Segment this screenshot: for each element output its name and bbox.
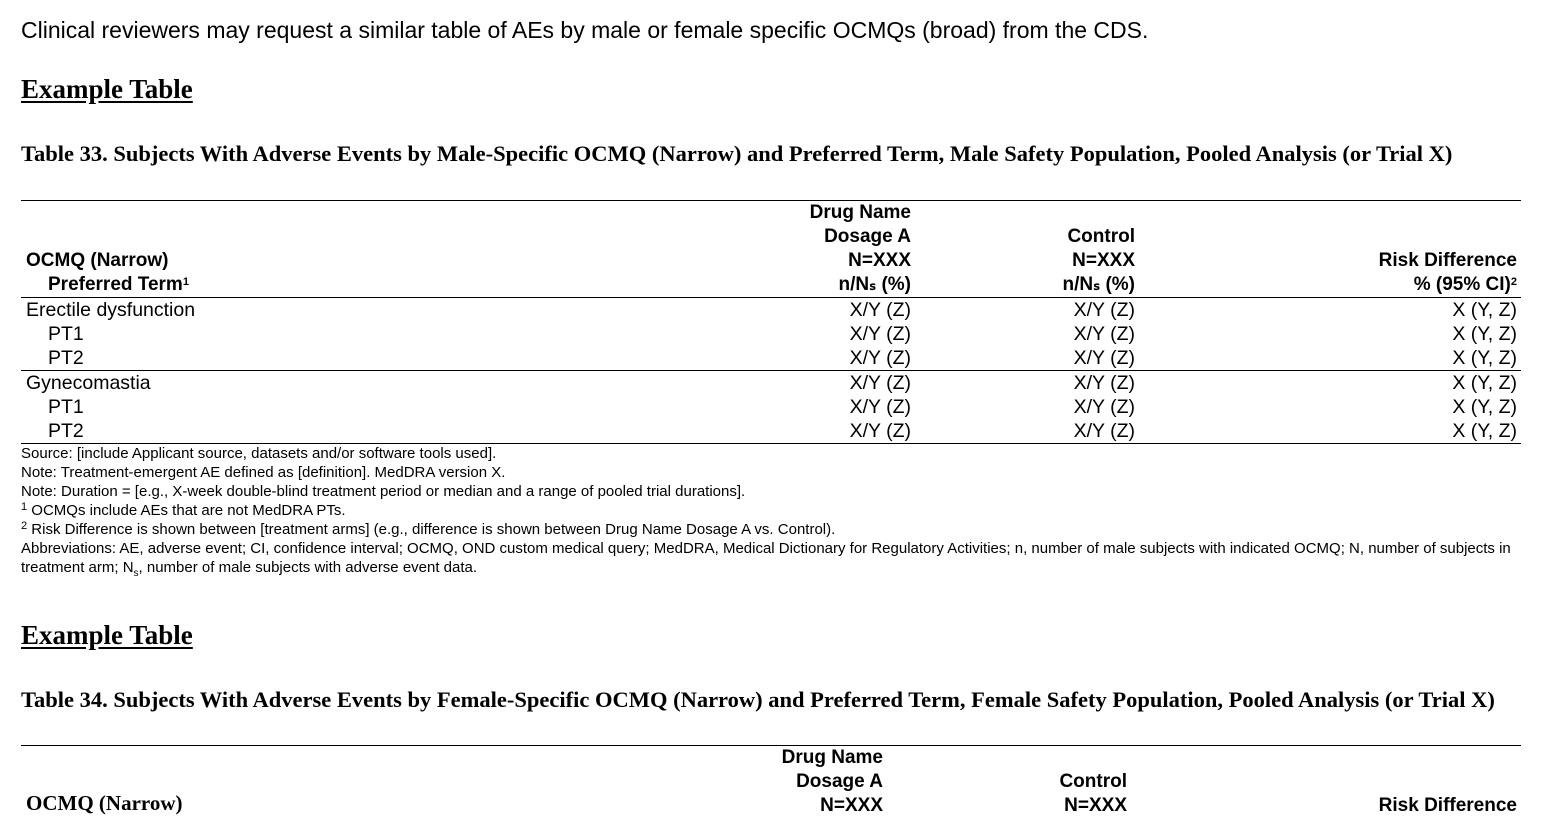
section-heading: Example Table [21, 74, 193, 104]
header-drug-n: N=XXX [820, 795, 883, 816]
footnote-marker: 1 [21, 501, 28, 513]
header-drug-pct: n/Nₛ (%) [838, 274, 911, 295]
header-drug-dosage: Dosage A [796, 771, 883, 792]
intro-paragraph: Clinical reviewers may request a similar table of AEs by male or female specific OCMQs (broad) from the CDS. [21, 17, 1149, 43]
pt-cell: PT2 [48, 347, 84, 369]
header-ocmq-label: OCMQ (Narrow) [26, 250, 169, 271]
header-drug [782, 746, 883, 818]
pt-cell: PT1 [48, 323, 84, 345]
abbreviations-note [21, 539, 1521, 583]
abbreviations-text: , number of male subjects with adverse event data. [138, 559, 478, 576]
footnote-marker: 2 [21, 520, 28, 532]
control-cell: X/Y (Z) [1073, 420, 1135, 442]
header-control-name: Control [1059, 771, 1127, 792]
section-heading: Example Table [21, 620, 193, 650]
table-row [21, 346, 1521, 370]
ae-table-female [21, 745, 1521, 818]
header-preferred-term-label: Preferred Term [48, 274, 183, 295]
table-caption: Table 33. Subjects With Adverse Events by Male-Specific OCMQ (Narrow) and Preferred Term, Male Safety Population, Pooled Analysis (or Trial X) [21, 141, 1453, 166]
header-rd-ci: % (95% CI) [1413, 274, 1511, 295]
table-notes [21, 444, 1521, 583]
drug-cell: X/Y (Z) [849, 347, 911, 369]
table-header [21, 201, 1521, 298]
table-row [21, 395, 1521, 419]
control-cell: X/Y (Z) [1073, 323, 1135, 345]
header-drug-name: Drug Name [781, 747, 883, 768]
pt-cell: PT1 [48, 396, 84, 418]
header-drug [810, 201, 911, 297]
risk-difference-cell: X (Y, Z) [1452, 323, 1517, 345]
risk-difference-cell: X (Y, Z) [1452, 299, 1517, 321]
header-drug-name: Drug Name [809, 202, 911, 223]
subscript: s [133, 568, 139, 579]
control-cell: X/Y (Z) [1073, 396, 1135, 418]
header-control-n: N=XXX [1064, 795, 1127, 816]
table-caption: Table 34. Subjects With Adverse Events by Female-Specific OCMQ (Narrow) and Preferred Term, Female Safety Population, Pooled Analysis (or Trial X) [21, 687, 1495, 712]
header-rd-label: Risk Difference [1378, 250, 1517, 271]
header-ocmq [26, 249, 189, 297]
drug-cell: X/Y (Z) [849, 323, 911, 345]
header-control-n: N=XXX [1072, 250, 1135, 271]
ocmq-cell: Gynecomastia [26, 372, 151, 394]
source-note: Source: [include Applicant source, datasets and/or software tools used]. [21, 445, 497, 462]
header-control-pct: n/Nₛ (%) [1062, 274, 1135, 295]
header-drug-dosage: Dosage A [824, 226, 911, 247]
table-group [21, 371, 1521, 444]
table-row [21, 298, 1521, 322]
header-control [1062, 225, 1135, 297]
footnote-marker: 2 [1510, 276, 1517, 288]
note: Note: Treatment-emergent AE defined as [definition]. MedDRA version X. [21, 464, 506, 481]
header-ocmq-label: OCMQ (Narrow) [26, 791, 183, 815]
ae-table-male [21, 200, 1521, 444]
footnote [21, 520, 1521, 539]
footnote-text: OCMQs include AEs that are not MedDRA PTs. [31, 502, 346, 519]
drug-cell: X/Y (Z) [849, 372, 911, 394]
table-row [21, 371, 1521, 395]
footnote-text: Risk Difference is shown between [treatment arms] (e.g., difference is shown between Drug Name Dosage A vs. Control). [31, 521, 836, 538]
header-control [1059, 770, 1127, 818]
table-row [21, 419, 1521, 443]
table-row [21, 322, 1521, 346]
header-risk-difference [1379, 249, 1517, 297]
control-cell: X/Y (Z) [1073, 372, 1135, 394]
drug-cell: X/Y (Z) [849, 299, 911, 321]
footnote-marker: 1 [182, 276, 189, 288]
drug-cell: X/Y (Z) [849, 396, 911, 418]
risk-difference-cell: X (Y, Z) [1452, 420, 1517, 442]
header-control-name: Control [1067, 226, 1135, 247]
footnote [21, 501, 1521, 520]
risk-difference-cell: X (Y, Z) [1452, 396, 1517, 418]
header-drug-n: N=XXX [848, 250, 911, 271]
ocmq-cell: Erectile dysfunction [26, 299, 196, 321]
pt-cell: PT2 [48, 420, 84, 442]
control-cell: X/Y (Z) [1073, 299, 1135, 321]
risk-difference-cell: X (Y, Z) [1452, 347, 1517, 369]
risk-difference-cell: X (Y, Z) [1452, 372, 1517, 394]
abbreviations-text: Abbreviations: AE, adverse event; CI, confidence interval; OCMQ, OND custom medical query; MedDRA, Medical Dictionary for Regulatory Activities; n, number of male subjects with indicated OCMQ; N, number of subjects in treatment arm; N [21, 540, 1511, 576]
drug-cell: X/Y (Z) [849, 420, 911, 442]
header-rd-label: Risk Difference [1378, 795, 1517, 816]
control-cell: X/Y (Z) [1073, 347, 1135, 369]
table-group [21, 298, 1521, 371]
table-header [21, 746, 1521, 818]
note: Note: Duration = [e.g., X-week double-blind treatment period or median and a range of pooled trial durations]. [21, 483, 746, 500]
